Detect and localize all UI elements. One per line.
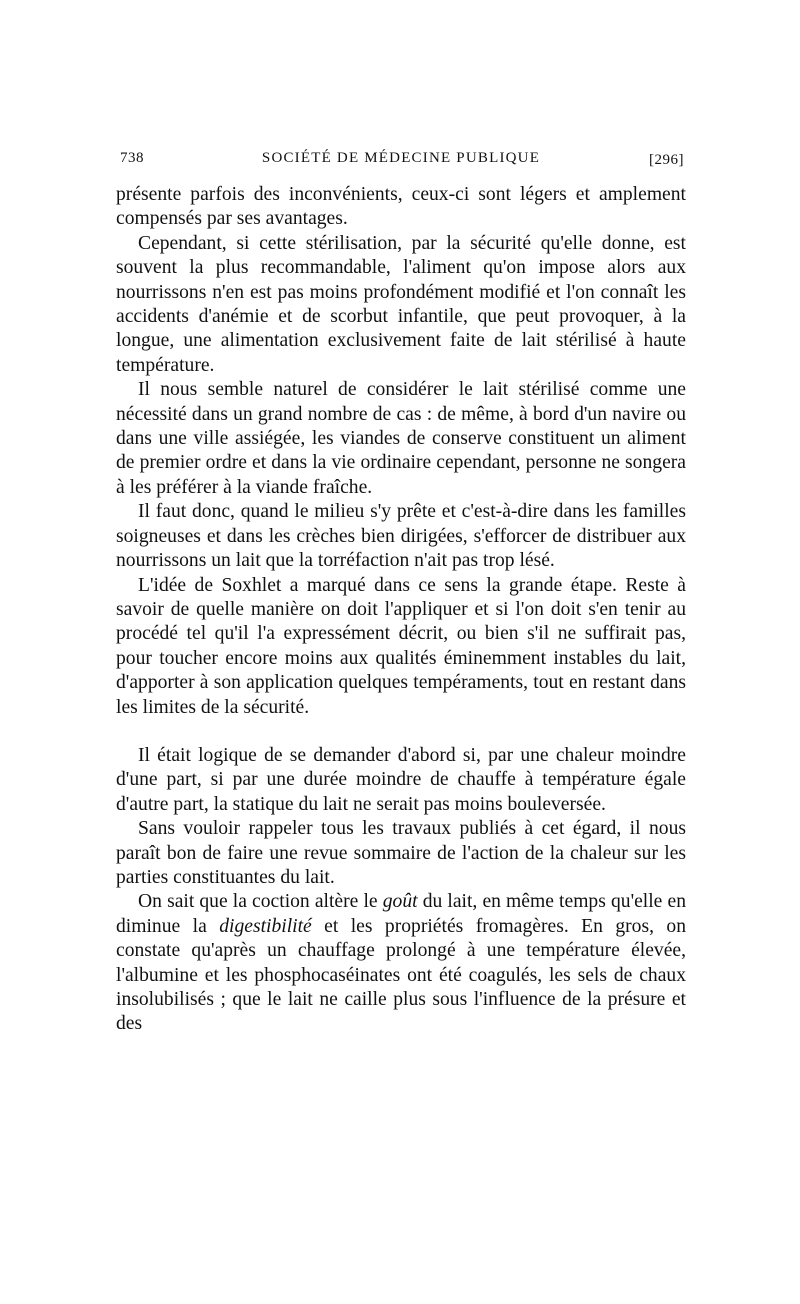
text-run: On sait que la coction altère le [138,891,383,913]
page-number: 738 [120,150,144,166]
folio-number: [296] [649,152,684,168]
paragraph: Il faut donc, quand le milieu s'y prête et c'est-à-dire dans les familles soigneuses et dans les crèches bien dirigées, s'efforcer de distribuer aux nourrissons un lait que la torréfaction n'ait pas trop lésé. [116,501,686,572]
paragraph: Il était logique de se demander d'abord si, par une chaleur moindre d'une part, si par une durée moindre de chauffe à température égale d'autre part, la statique du lait ne serait pas moins bouleversée. [116,744,686,815]
text-run: du lait, en même temps qu'elle en diminue la [116,891,686,937]
paragraph: Il nous semble naturel de considérer le lait stérilisé comme une nécessité dans un grand nombre de cas : de même, à bord d'un navire ou dans une ville assiégée, les viandes de conserve constituent un aliment de premier ordre et dans la vie ordinaire cependant, personne ne songera à les préférer à la viande fraîche. [116,379,686,498]
paragraph: Sans vouloir rappeler tous les travaux publiés à cet égard, il nous paraît bon de faire une revue sommaire de l'action de la chaleur sur les parties constituantes du lait. [116,818,686,888]
text-run: et les propriétés fromagères. En gros, on constate qu'après un chauffage prolongé à une température élevée, l'albumine et les phosphocaséinates ont été coagulés, les sels de chaux insolubilisés ; que le lait ne caille plus sous l'influence de la présure et des [116,915,686,1035]
italic-term: goût [382,891,418,913]
paragraph: L'idée de Soxhlet a marqué dans ce sens la grande étape. Reste à savoir de quelle manière on doit l'appliquer et si l'on doit s'en tenir au procédé tel qu'il l'a expressément décrit, ou bien s'il ne suffirait pas, pour toucher encore moins aux qualités éminemment instables du lait, d'apporter à son application quelques tempéraments, tout en restant dans les limites de la sécurité. [116,574,686,718]
running-title: SOCIÉTÉ DE MÉDECINE PUBLIQUE [261,150,541,166]
page-header [118,150,684,174]
body-text [116,183,686,1037]
paragraph-continued: présente parfois des inconvénients, ceux-ci sont légers et amplement compensés par ses avantages. [116,184,686,230]
paragraph-with-italics [116,890,686,1036]
italic-term: digestibilité [219,915,312,937]
paragraph: Cependant, si cette stérilisation, par la sécurité qu'elle donne, est souvent la plus recommandable, l'aliment qu'on impose alors aux nourrissons n'en est pas moins profondément modifié et l'on connaît les accidents d'anémie et de scorbut infantile, que peut provoquer, à la longue, une alimentation exclusivement faite de lait stérilisé à haute température. [116,232,686,376]
